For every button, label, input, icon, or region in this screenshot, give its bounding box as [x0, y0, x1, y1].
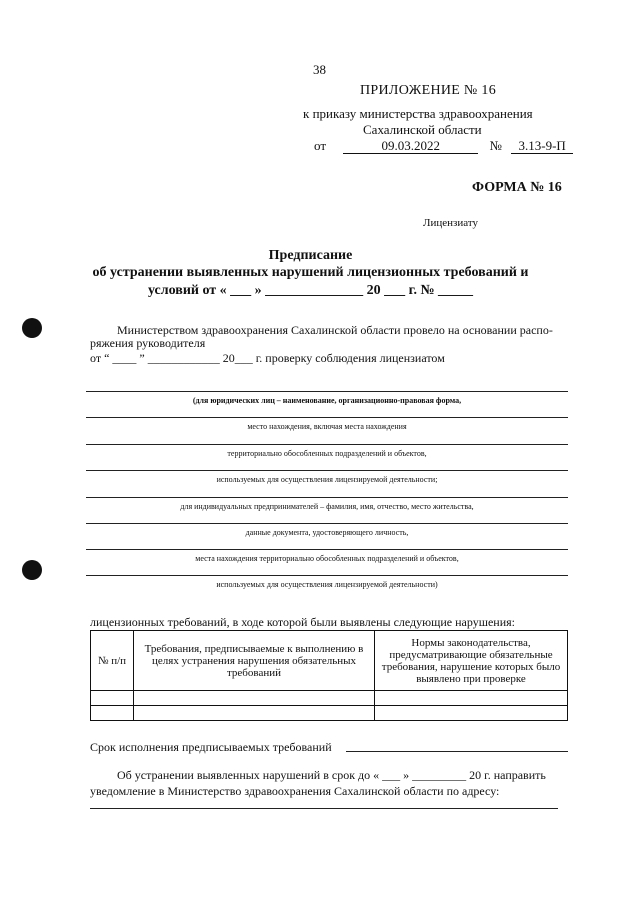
table-row [91, 706, 568, 721]
column-header-requirements: Требования, предписываемые к выполнению в целях устранения нарушения обязательных требований [134, 631, 375, 691]
order-date-number-line [314, 138, 573, 154]
fill-line [86, 523, 568, 524]
binder-hole-bottom [22, 560, 42, 580]
table-cell[interactable] [375, 706, 568, 721]
table-cell[interactable] [134, 691, 375, 706]
fill-line [86, 497, 568, 498]
table-cell[interactable] [91, 706, 134, 721]
order-reference-line2: Сахалинской области [363, 122, 482, 137]
violations-table [90, 630, 568, 721]
elimination-line2: уведомление в Министерство здравоохранения Сахалинской области по адресу: [90, 784, 500, 798]
fill-caption: место нахождения, включая места нахождения [247, 422, 407, 431]
table-header-row [91, 631, 568, 691]
recipient-label: Лицензиату [423, 217, 478, 229]
fill-caption: (для юридических лиц – наименование, организационно-правовая форма, [192, 396, 462, 405]
form-label: ФОРМА № 16 [472, 180, 562, 195]
intro-paragraph-line1: Министерством здравоохранения Сахалинской области провело на основании распо- [117, 323, 553, 337]
fill-line [86, 549, 568, 550]
order-number: 3.13-9-П [511, 139, 573, 154]
fill-line [86, 417, 568, 418]
table-cell[interactable] [375, 691, 568, 706]
fill-caption: данные документа, удостоверяющего личность, [245, 528, 409, 537]
fill-caption: используемых для осуществления лицензируемой деятельности; [216, 475, 438, 484]
fill-line [86, 575, 568, 576]
column-header-norms: Нормы законодательства, предусматривающие обязательные требования, нарушение которых было выявлено при проверке [375, 631, 568, 691]
document-title: Предписание [268, 248, 353, 263]
document-subtitle-line1: об устранении выявленных нарушений лицензионных требований и [92, 265, 529, 280]
order-reference-line1: к приказу министерства здравоохранения [303, 106, 533, 121]
from-label: от [314, 138, 327, 153]
page-number: 38 [313, 62, 326, 77]
order-date: 09.03.2022 [343, 139, 478, 154]
table-cell[interactable] [134, 706, 375, 721]
address-fill-line [90, 808, 558, 809]
fill-caption: места нахождения территориально обособленных подразделений и объектов, [195, 554, 459, 563]
elimination-line1: Об устранении выявленных нарушений в срок до « ___ » _________ 20 г. направить [117, 768, 546, 782]
table-cell[interactable] [91, 691, 134, 706]
table-intro: лицензионных требований, в ходе которой были выявлены следующие нарушения: [90, 615, 515, 629]
deadline-fill-line [346, 751, 568, 752]
document-subtitle-line2: условий от « ___ » ______________ 20 ___ г. № _____ [147, 283, 474, 298]
fill-caption: для индивидуальных предпринимателей – фамилия, имя, отчество, место жительства, [180, 502, 474, 511]
fill-caption: используемых для осуществления лицензируемой деятельности) [216, 580, 438, 589]
deadline-label: Срок исполнения предписываемых требований [90, 740, 332, 754]
binder-hole-top [22, 318, 42, 338]
appendix-heading: ПРИЛОЖЕНИЕ № 16 [360, 83, 496, 98]
fill-line [86, 391, 568, 392]
intro-paragraph-line2: ряжения руководителя [90, 336, 206, 350]
intro-paragraph-line3: от “ ____ ” ____________ 20___ г. проверку соблюдения лицензиатом [90, 351, 445, 365]
number-label: № [489, 138, 502, 153]
column-header-number: № п/п [91, 631, 134, 691]
fill-line [86, 470, 568, 471]
fill-line [86, 444, 568, 445]
fill-caption: территориально обособленных подразделений и объектов, [227, 449, 427, 458]
table-row [91, 691, 568, 706]
